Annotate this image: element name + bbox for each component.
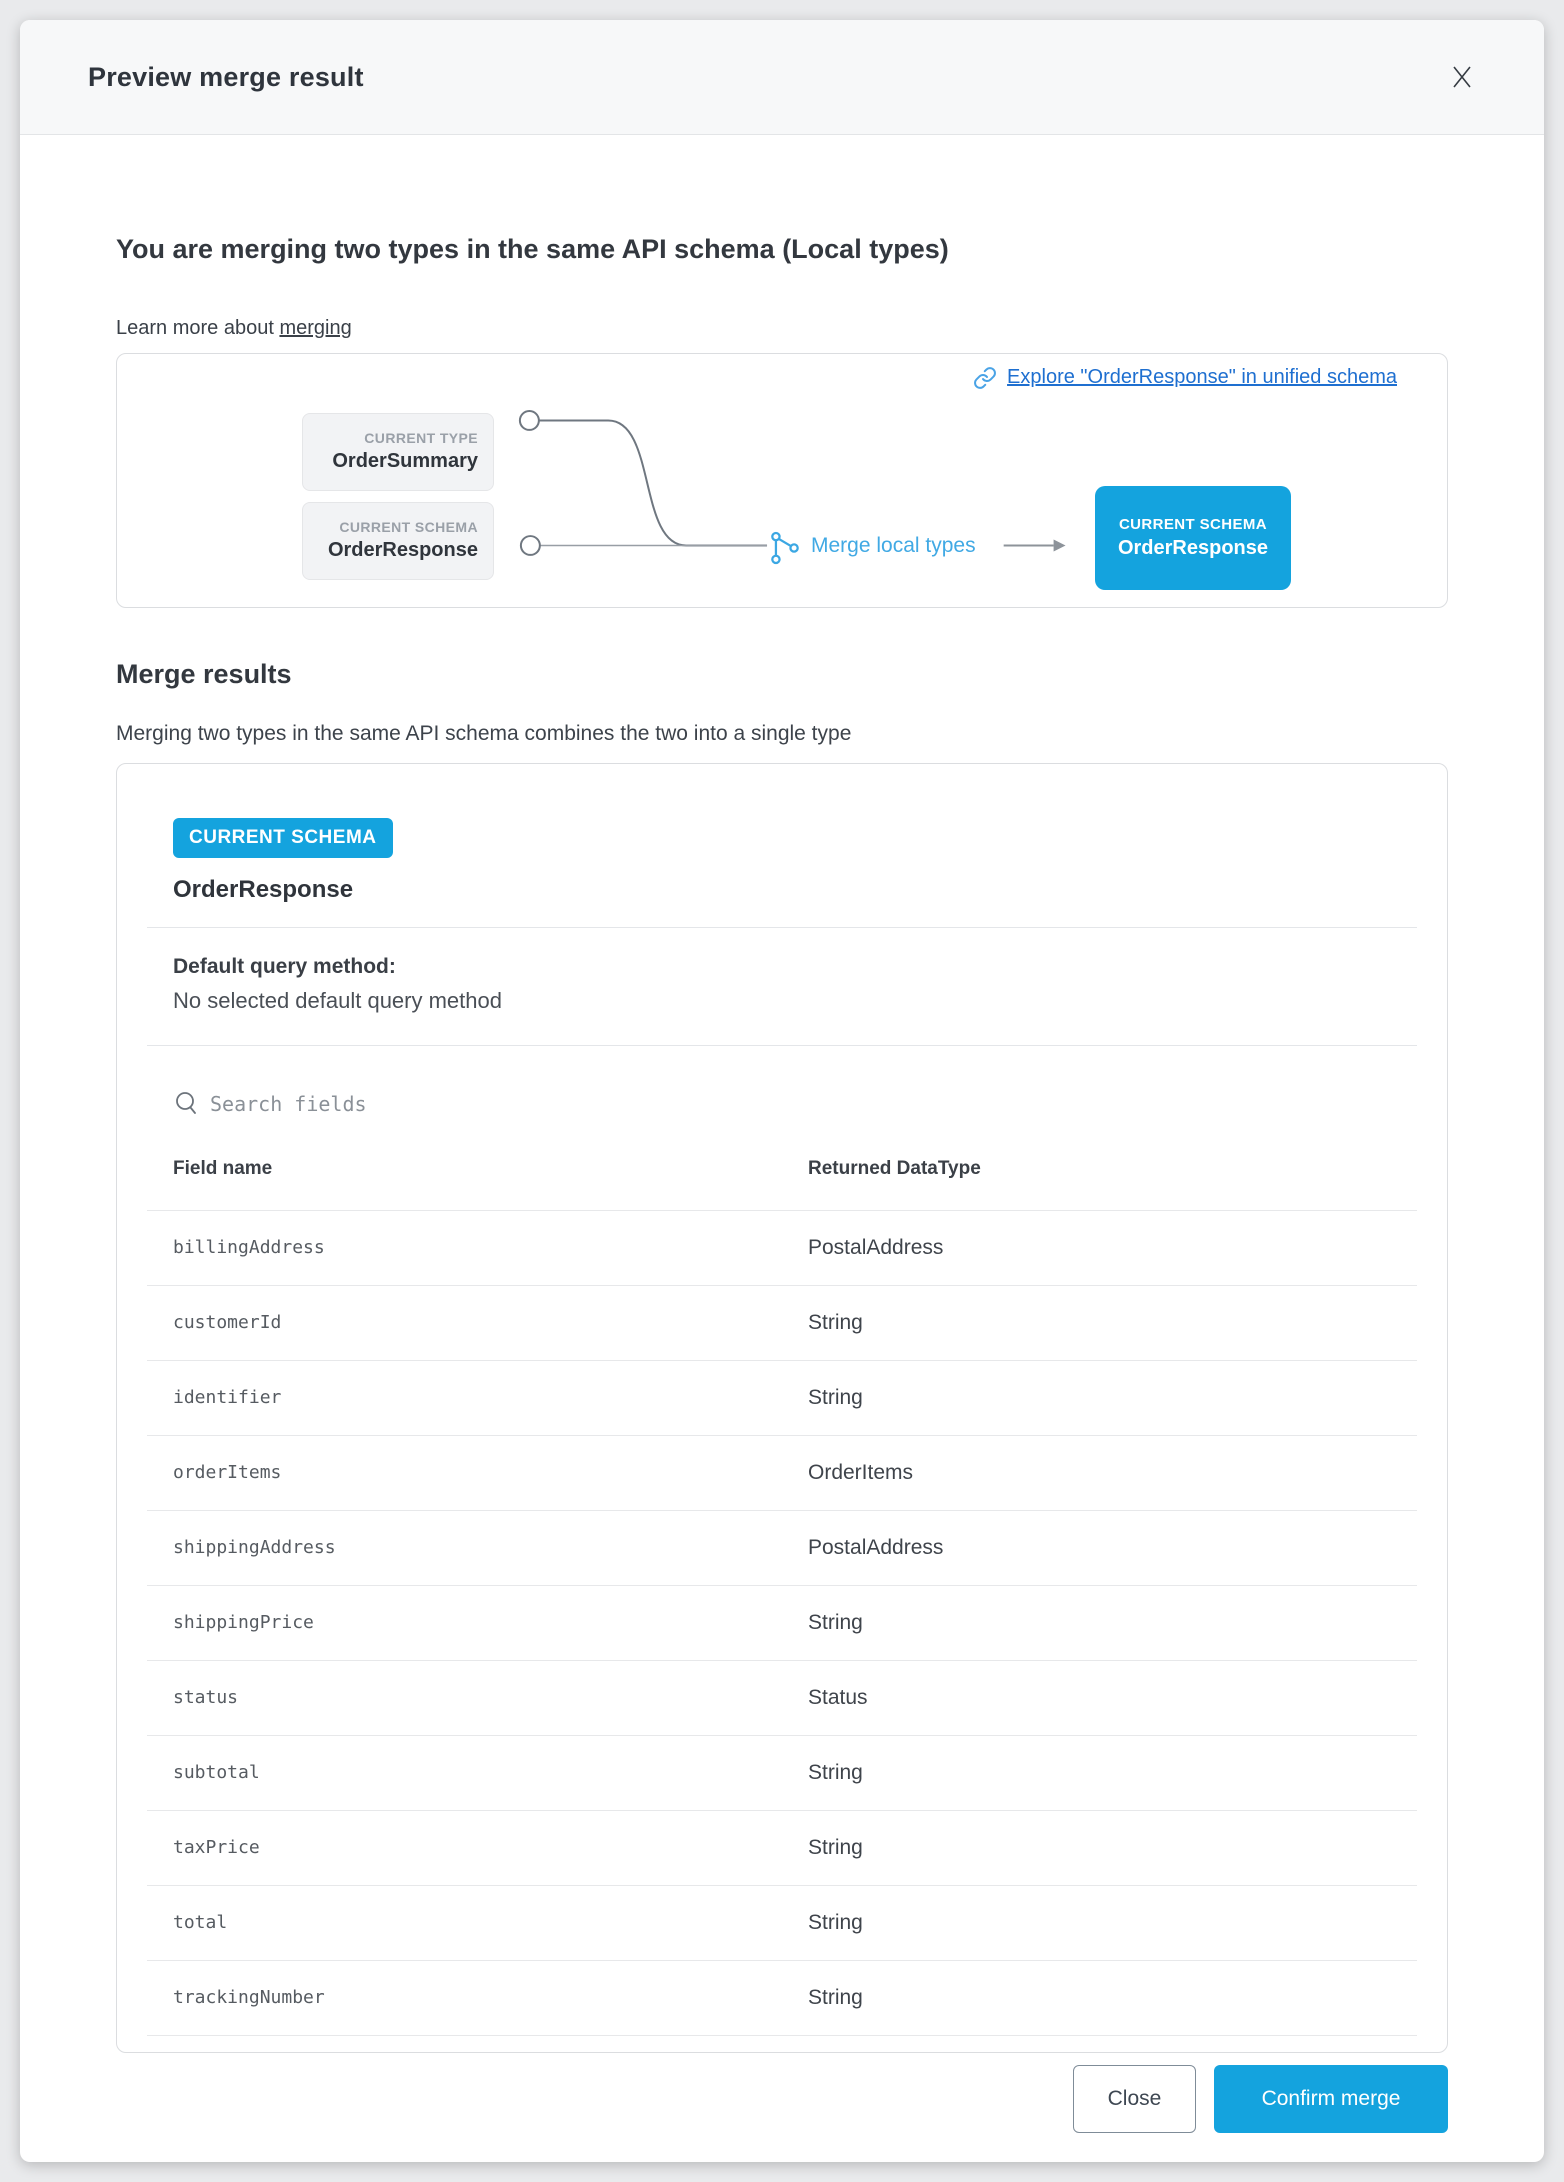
search-icon (173, 1090, 199, 1118)
table-row (147, 1661, 1417, 1736)
table-row (147, 1586, 1417, 1661)
table-row (147, 1211, 1417, 1286)
result-type-name: OrderResponse (173, 875, 354, 903)
returned-datatype-cell: Status (808, 1685, 868, 1709)
table-row (147, 1811, 1417, 1886)
returned-datatype-cell: String (808, 1910, 863, 1934)
confirm-merge-button[interactable]: Confirm merge (1214, 2065, 1448, 2133)
modal-header (20, 20, 1544, 135)
divider (147, 927, 1417, 928)
table-row (147, 1511, 1417, 1586)
modal-body (20, 233, 1544, 2053)
search-fields-row (173, 1090, 1391, 1118)
returned-datatype-cell: String (808, 1610, 863, 1634)
returned-datatype-cell: PostalAddress (808, 1535, 944, 1559)
field-name-cell: shippingAddress (173, 1537, 336, 1559)
returned-datatype-cell: PostalAddress (808, 1235, 944, 1259)
field-name-cell: billingAddress (173, 1237, 325, 1259)
current-schema-badge: CURRENT SCHEMA (173, 818, 393, 858)
table-row (147, 1886, 1417, 1961)
table-header-row (147, 1158, 1417, 1211)
modal-footer (20, 2065, 1544, 2162)
field-name-cell: status (173, 1687, 239, 1709)
close-button[interactable] (1442, 57, 1482, 97)
table-row (147, 1361, 1417, 1436)
table-row (147, 1961, 1417, 2036)
returned-datatype-cell: String (808, 1310, 863, 1334)
intro-heading: You are merging two types in the same API schema (Local types) (116, 234, 949, 264)
field-name-cell: total (173, 1912, 228, 1934)
explore-link-label: Explore "OrderResponse" in unified schema (1007, 366, 1397, 389)
field-name-cell: shippingPrice (173, 1612, 314, 1634)
learn-more-text (116, 315, 1448, 341)
table-row (147, 1736, 1417, 1811)
field-name-cell: customerId (173, 1312, 282, 1334)
current-schema-card (302, 502, 494, 580)
merge-result-card (1095, 486, 1291, 590)
current-type-card (302, 413, 494, 491)
current-schema-label: CURRENT SCHEMA (339, 519, 478, 536)
current-type-label: CURRENT TYPE (364, 430, 478, 447)
merge-results-panel (116, 763, 1448, 2053)
modal-title: Preview merge result (88, 61, 364, 92)
merge-local-types-label: Merge local types (811, 533, 976, 557)
merging-link[interactable]: merging (279, 316, 352, 339)
learn-more-prefix: Learn more about (116, 316, 280, 339)
default-query-method-value: No selected default query method (173, 988, 502, 1014)
result-card-name: OrderResponse (1117, 536, 1269, 559)
table-row (147, 1286, 1417, 1361)
merge-branch-icon (769, 531, 801, 565)
returned-datatype-cell: String (808, 1760, 863, 1784)
field-name-cell: subtotal (173, 1762, 260, 1784)
field-name-cell: taxPrice (173, 1837, 260, 1859)
merge-results-description: Merging two types in the same API schema combines the two into a single type (116, 721, 852, 745)
column-header-field-name: Field name (173, 1157, 273, 1179)
returned-datatype-cell: OrderItems (808, 1460, 914, 1484)
divider (147, 1045, 1417, 1046)
table-body (147, 1211, 1417, 2036)
field-name-cell: orderItems (173, 1462, 282, 1484)
search-fields-input[interactable] (210, 1092, 630, 1116)
close-icon (1446, 81, 1478, 96)
default-query-method-label: Default query method: (173, 954, 396, 978)
returned-datatype-cell: String (808, 1985, 863, 2009)
returned-datatype-cell: String (808, 1385, 863, 1409)
table-row (147, 1436, 1417, 1511)
current-schema-name: OrderResponse (327, 539, 478, 562)
current-type-name: OrderSummary (332, 450, 478, 473)
preview-merge-modal (20, 20, 1544, 2162)
close-modal-button[interactable]: Close (1073, 2065, 1196, 2133)
returned-datatype-cell: String (808, 1835, 863, 1859)
fields-table (147, 1158, 1417, 2036)
field-name-cell: identifier (173, 1387, 282, 1409)
merge-diagram-panel (116, 353, 1448, 608)
result-card-label: CURRENT SCHEMA (1118, 515, 1268, 533)
merge-results-heading: Merge results (116, 658, 292, 689)
column-header-returned-datatype: Returned DataType (808, 1157, 981, 1179)
field-name-cell: trackingNumber (173, 1987, 325, 2009)
